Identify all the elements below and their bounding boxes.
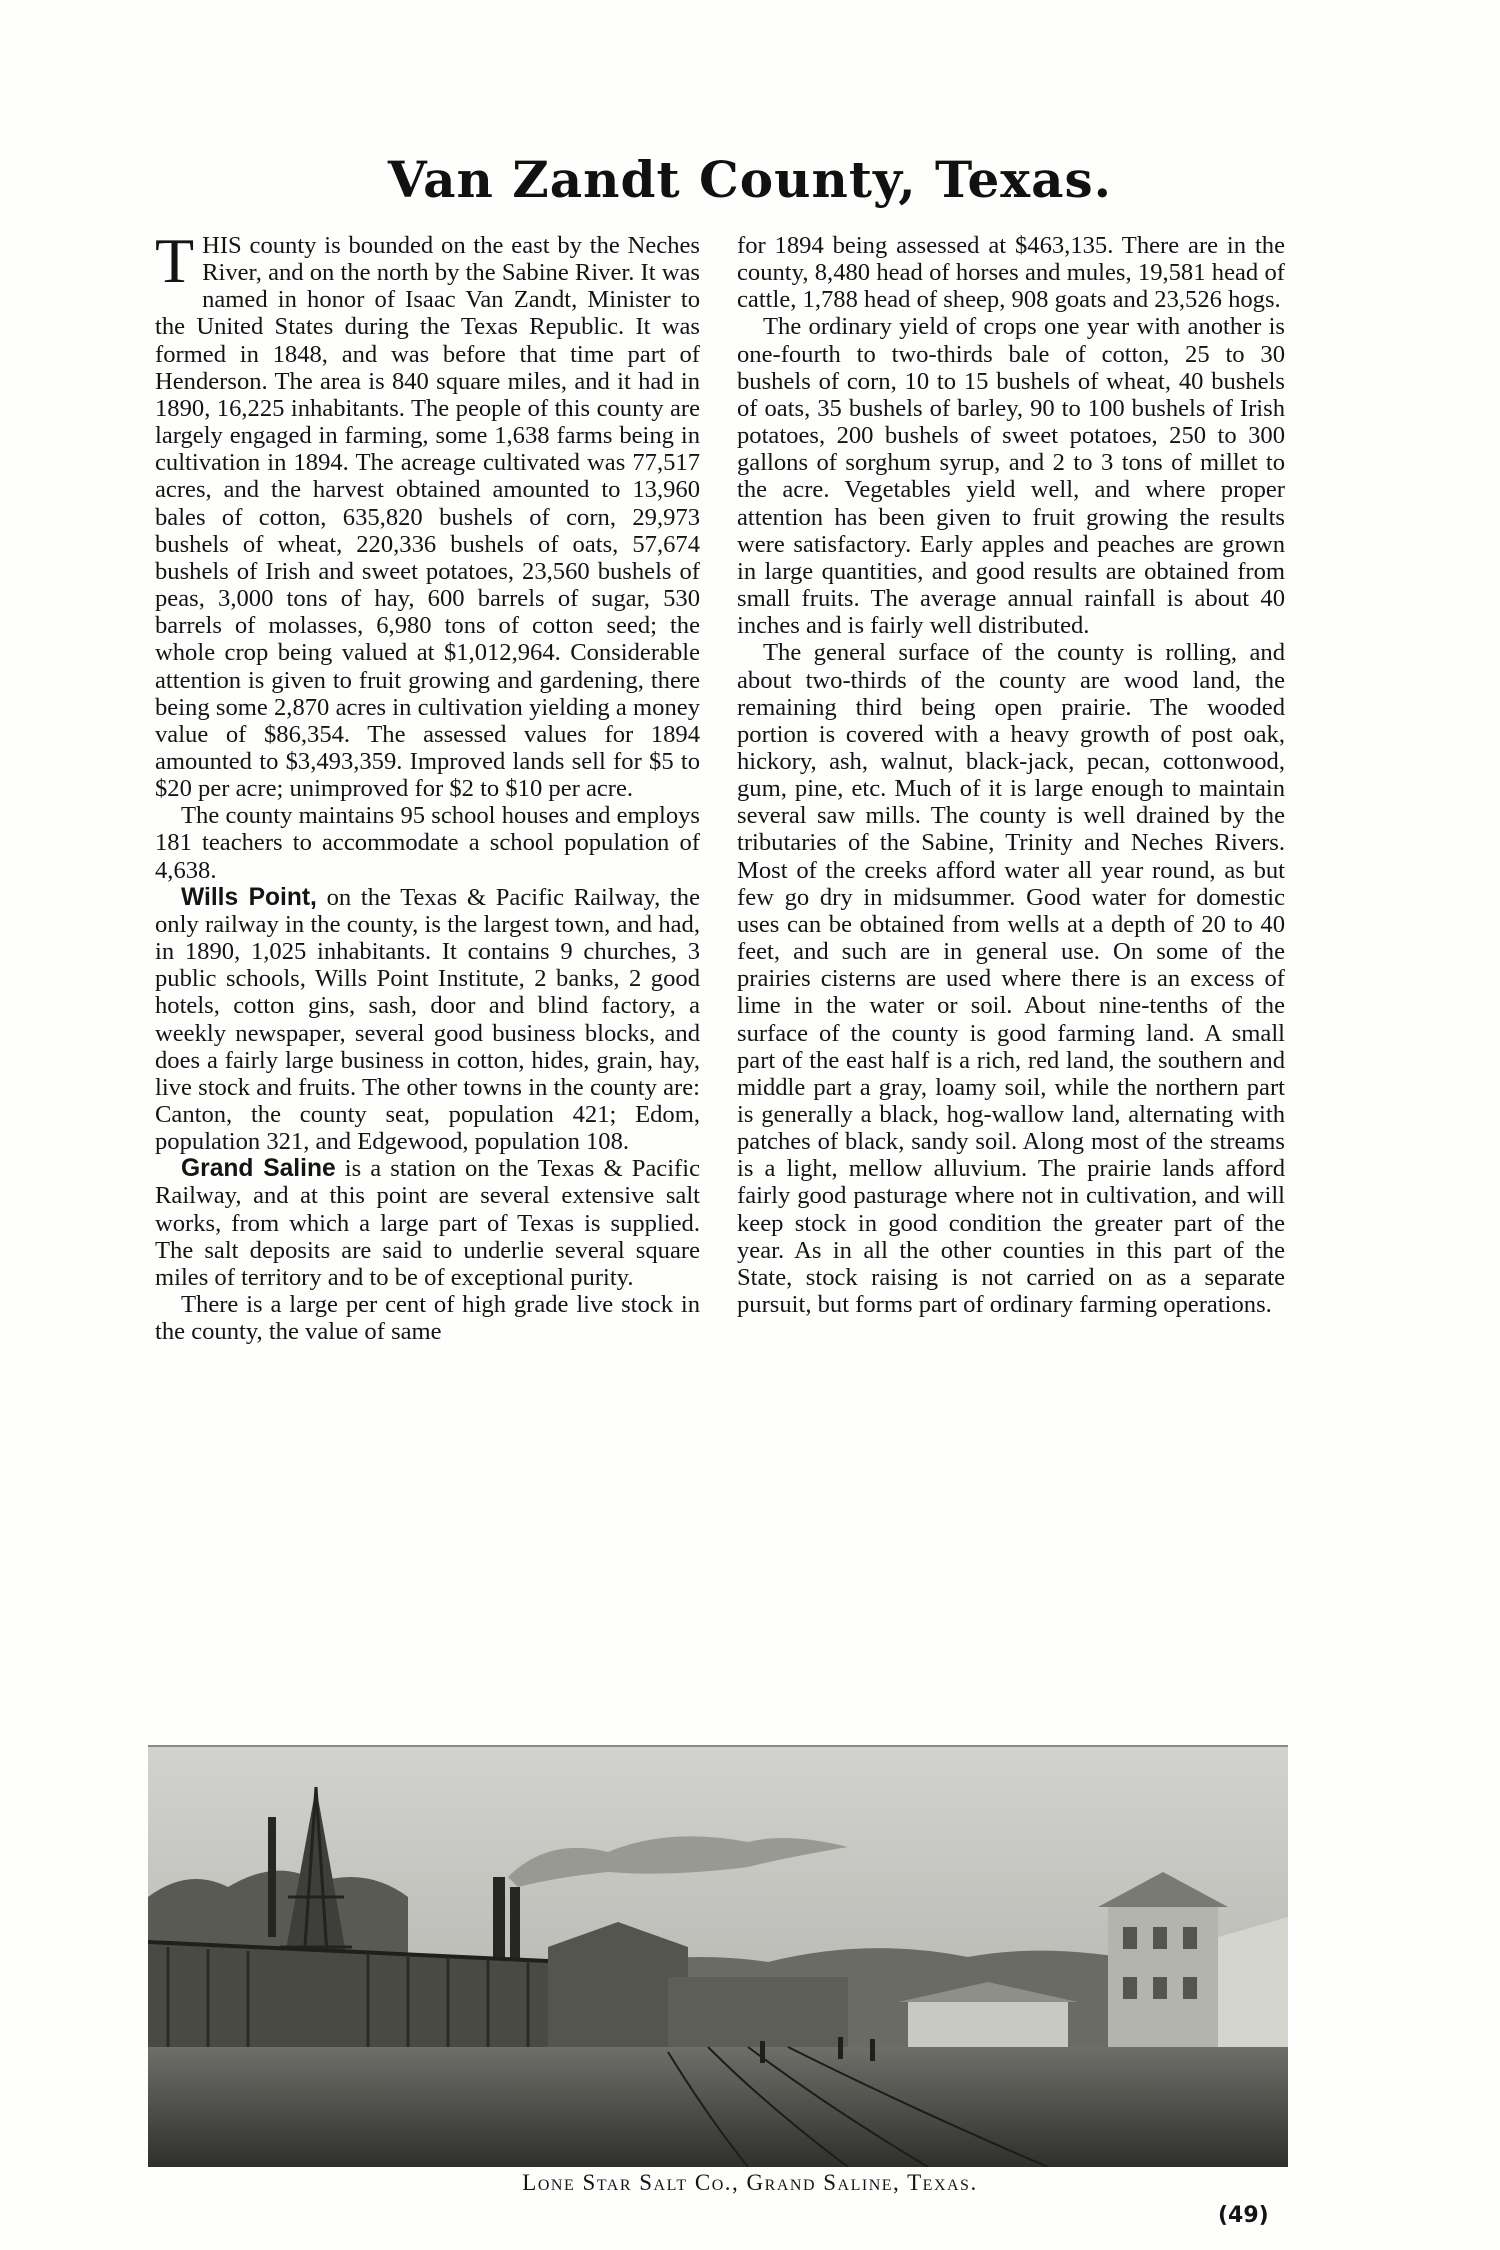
- grand-saline-paragraph: [155, 1155, 700, 1291]
- surface-paragraph: The general surface of the county is rolling, and about two-thirds of the county are wood land, the remaining third being open prairie. The wooded portion is covered with a heavy growth of post oak, hickory, ash, walnut, black-jack, pecan, cottonwood, gum, pine, etc. Much of it is large enough to maintain several saw mills. The county is well drained by the tributaries of the Sabine, Trinity and Neches Rivers. Most of the creeks afford water all year round, as but few go dry in midsummer. Good water for domestic uses can be obtained from wells at a depth of 20 to 40 feet, and such are in general use. On some of the prairies cisterns are used where there is an excess of lime in the water or soil. About nine-tenths of the surface of the county is good farming land. A small part of the east half is a rich, red land, the southern and middle part a gray, loamy soil, while the northern part is generally a black, hog-wallow land, alternating with patches of black, sandy soil. Along most of the streams is a light, mellow alluvium. The prairie lands afford fairly good pasturage where not in cultivation, and will keep stock in good condition the greater part of the year. As in all the other counties in this part of the State, stock raising is not carried on as a separate pursuit, but forms part of ordinary farming operations.: [737, 639, 1285, 1319]
- salt-works-illustration: [148, 1747, 1288, 2167]
- wills-point-text: on the Texas & Pacific Railway, the only railway in the county, is the largest town, and had, in 1890, 1,025 inhabitants. It contains 9 churches, 3 public schools, Wills Point Institute, 2 banks, 2 good hotels, cotton gins, sash, door and blind factory, a weekly newspaper, several good business blocks, and does a fairly large business in cotton, hides, grain, hay, live stock and fruits. The other towns in the county are: Canton, the county seat, population 421; Edom, population 321, and Edgewood, population 108.: [155, 883, 700, 1156]
- livestock-paragraph: There is a large per cent of high grade live stock in the county, the value of same: [155, 1291, 700, 1346]
- crop-yield-paragraph: The ordinary yield of crops one year with another is one-fourth to two-thirds bale of cotton, 25 to 30 bushels of corn, 10 to 15 bushels of wheat, 40 bushels of oats, 35 bushels of barley, 90 to 100 bushels of Irish potatoes, 200 bushels of sweet potatoes, 250 to 300 gallons of sorghum syrup, and 2 to 3 tons of millet to the acre. Vegetables yield well, and where proper attention has been given to fruit growing the results were satisfactory. Early apples and peaches are grown in large quantities, and good results are obtained from small fruits. The average annual rainfall is about 40 inches and is fairly well distributed.: [737, 313, 1285, 640]
- grand-saline-heading: Grand Saline: [181, 1155, 336, 1183]
- photo-caption: Lone Star Salt Co., Grand Saline, Texas.: [522, 2170, 978, 2195]
- page-title: Van Zandt County, Texas.: [387, 150, 1113, 209]
- page-number: (49): [1218, 2203, 1269, 2228]
- drop-cap: T: [155, 225, 195, 296]
- wills-point-paragraph: [155, 884, 700, 1156]
- wills-point-heading: Wills Point,: [181, 883, 317, 911]
- left-column: [155, 225, 700, 1346]
- salt-works-photo: [148, 1745, 1288, 2167]
- intro-text: HIS county is bounded on the east by the Neches River, and on the north by the Sabine River. It was named in honor of Isaac Van Zandt, Minister to the United States during the Texas Republic. It was formed in 1848, and was before that time part of Henderson. The area is 840 square miles, and it had in 1890, 16,225 inhabitants. The people of this county are largely engaged in farming, some 1,638 farms being in cultivation in 1894. The acreage cultivated was 77,517 acres, and the harvest obtained amounted to 13,960 bales of cotton, 635,820 bushels of corn, 29,973 bushels of wheat, 220,336 bushels of oats, 57,674 bushels of Irish and sweet potatoes, 23,560 bushels of peas, 3,000 tons of hay, 600 barrels of sugar, 530 barrels of molasses, 6,980 tons of cotton seed; the whole crop being valued at $1,012,964. Considerable attention is given to fruit growing and gardening, there being some 2,870 acres in cultivation yielding a money value of $86,354. The assessed values for 1894 amounted to $3,493,359. Improved lands sell for $5 to $20 per acre; unimproved for $2 to $10 per acre.: [155, 232, 700, 803]
- grand-saline-text: is a station on the Texas & Pacific Railway, and at this point are several extensive salt works, from which a large part of Texas is supplied. The salt deposits are said to underlie several square miles of territory and to be of exceptional purity.: [155, 1155, 700, 1291]
- livestock-continued-paragraph: for 1894 being assessed at $463,135. There are in the county, 8,480 head of horses and mules, 19,581 head of cattle, 1,788 head of sheep, 908 goats and 23,526 hogs.: [737, 232, 1285, 314]
- right-column: [737, 232, 1285, 1318]
- intro-paragraph: [155, 225, 700, 803]
- schools-paragraph: The county maintains 95 school houses and employs 181 teachers to accommodate a school population of 4,638.: [155, 802, 700, 884]
